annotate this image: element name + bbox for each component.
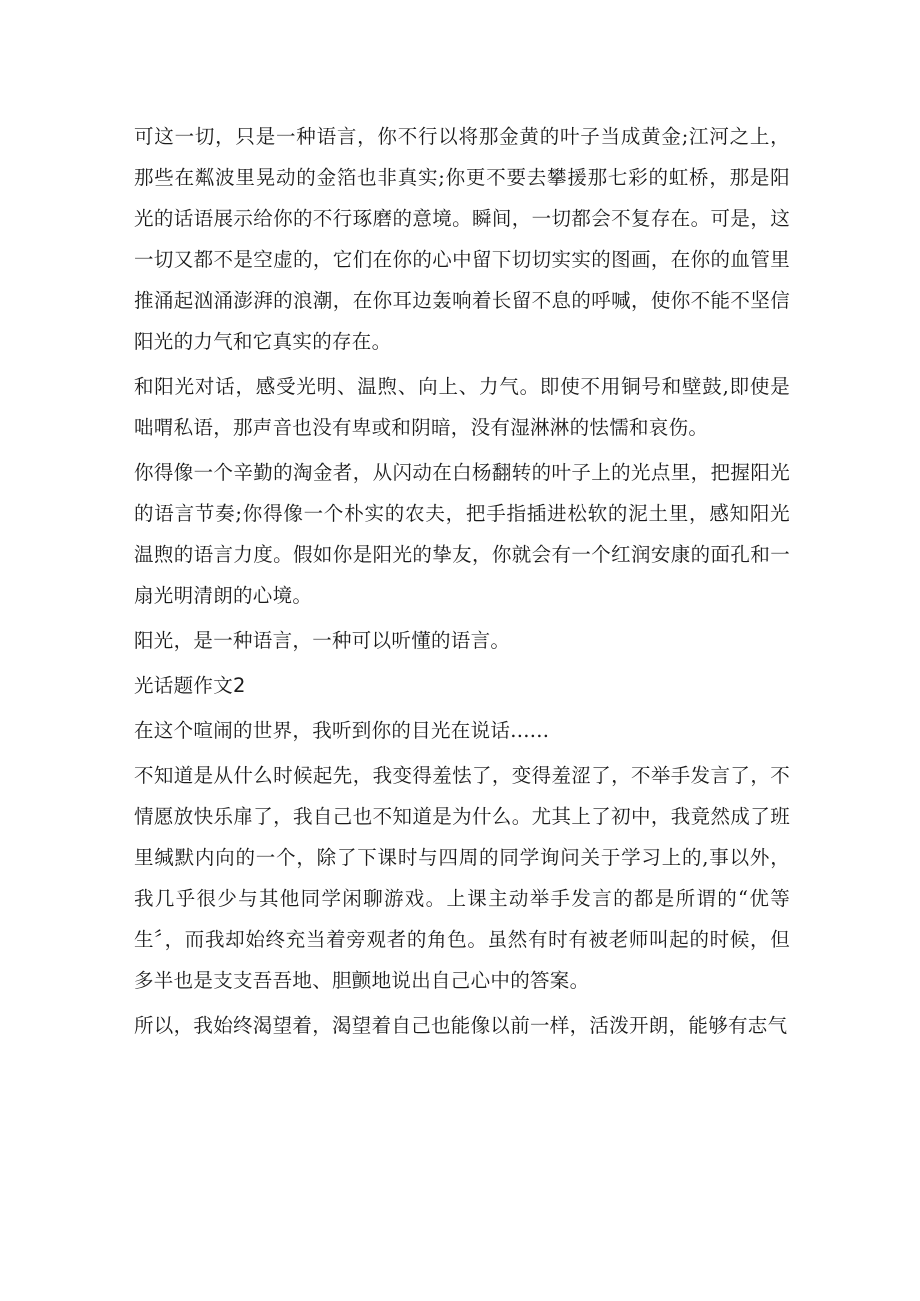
paragraph: 可这一切，只是一种语言，你不行以将那金黄的叶子当成黄金;江河之上，那些在粼波里晃动的金箔也非真实;你更不要去攀援那七彩的虹桥，那是阳光的话语展示给你的不行琢磨的意境。瞬间，一切都会不复存在。可是，这一切又都不是空虚的，它们在你的心中留下切切实实的图画，在你的血管里推涌起汹涌澎湃的浪潮，在你耳边轰响着长留不息的呼喊，使你不能不坚信阳光的力气和它真实的存在。 — [134, 125, 790, 353]
section-heading: 光话题作文2 — [134, 674, 246, 697]
paragraph: 所以，我始终渴望着，渴望着自己也能像以前一样，活泼开朗，能够有志气 — [134, 1014, 788, 1037]
paragraph: 在这个喧闹的世界，我听到你的目光在说话...... — [134, 719, 550, 742]
paragraph: 你得像一个辛勤的淘金者，从闪动在白杨翻转的叶子上的光点里，把握阳光的语言节奏;你得像一个朴实的农夫，把手指插进松软的泥土里，感知阳光温煦的语言力度。假如你是阳光的挚友，你就会有一个红润安康的面孔和一扇光明清朗的心境。 — [134, 461, 790, 607]
paragraph: 阳光，是一种语言，一种可以听懂的语言。 — [134, 629, 511, 652]
document-body — [134, 116, 790, 1050]
paragraph: 和阳光对话，感受光明、温煦、向上、力气。即使不用铜号和壁鼓,即使是咄喟私语，那声音也没有卑或和阴暗，没有湿淋淋的怯懦和哀伤。 — [134, 375, 790, 439]
paragraph: 不知道是从什么时候起先，我变得羞怯了，变得羞涩了，不举手发言了，不情愿放快乐扉了，我自己也不知道是为什么。尤其上了初中，我竟然成了班里缄默内向的一个，除了下课时与四周的同学询问关于学习上的,事以外，我几乎很少与其他同学闲聊游戏。上课主动举手发言的都是所谓的“优等生〞，而我却始终充当着旁观者的角色。虽然有时有被老师叫起的时候，但多半也是支支吾吾地、胆颤地说出自己心中的答案。 — [134, 764, 790, 992]
